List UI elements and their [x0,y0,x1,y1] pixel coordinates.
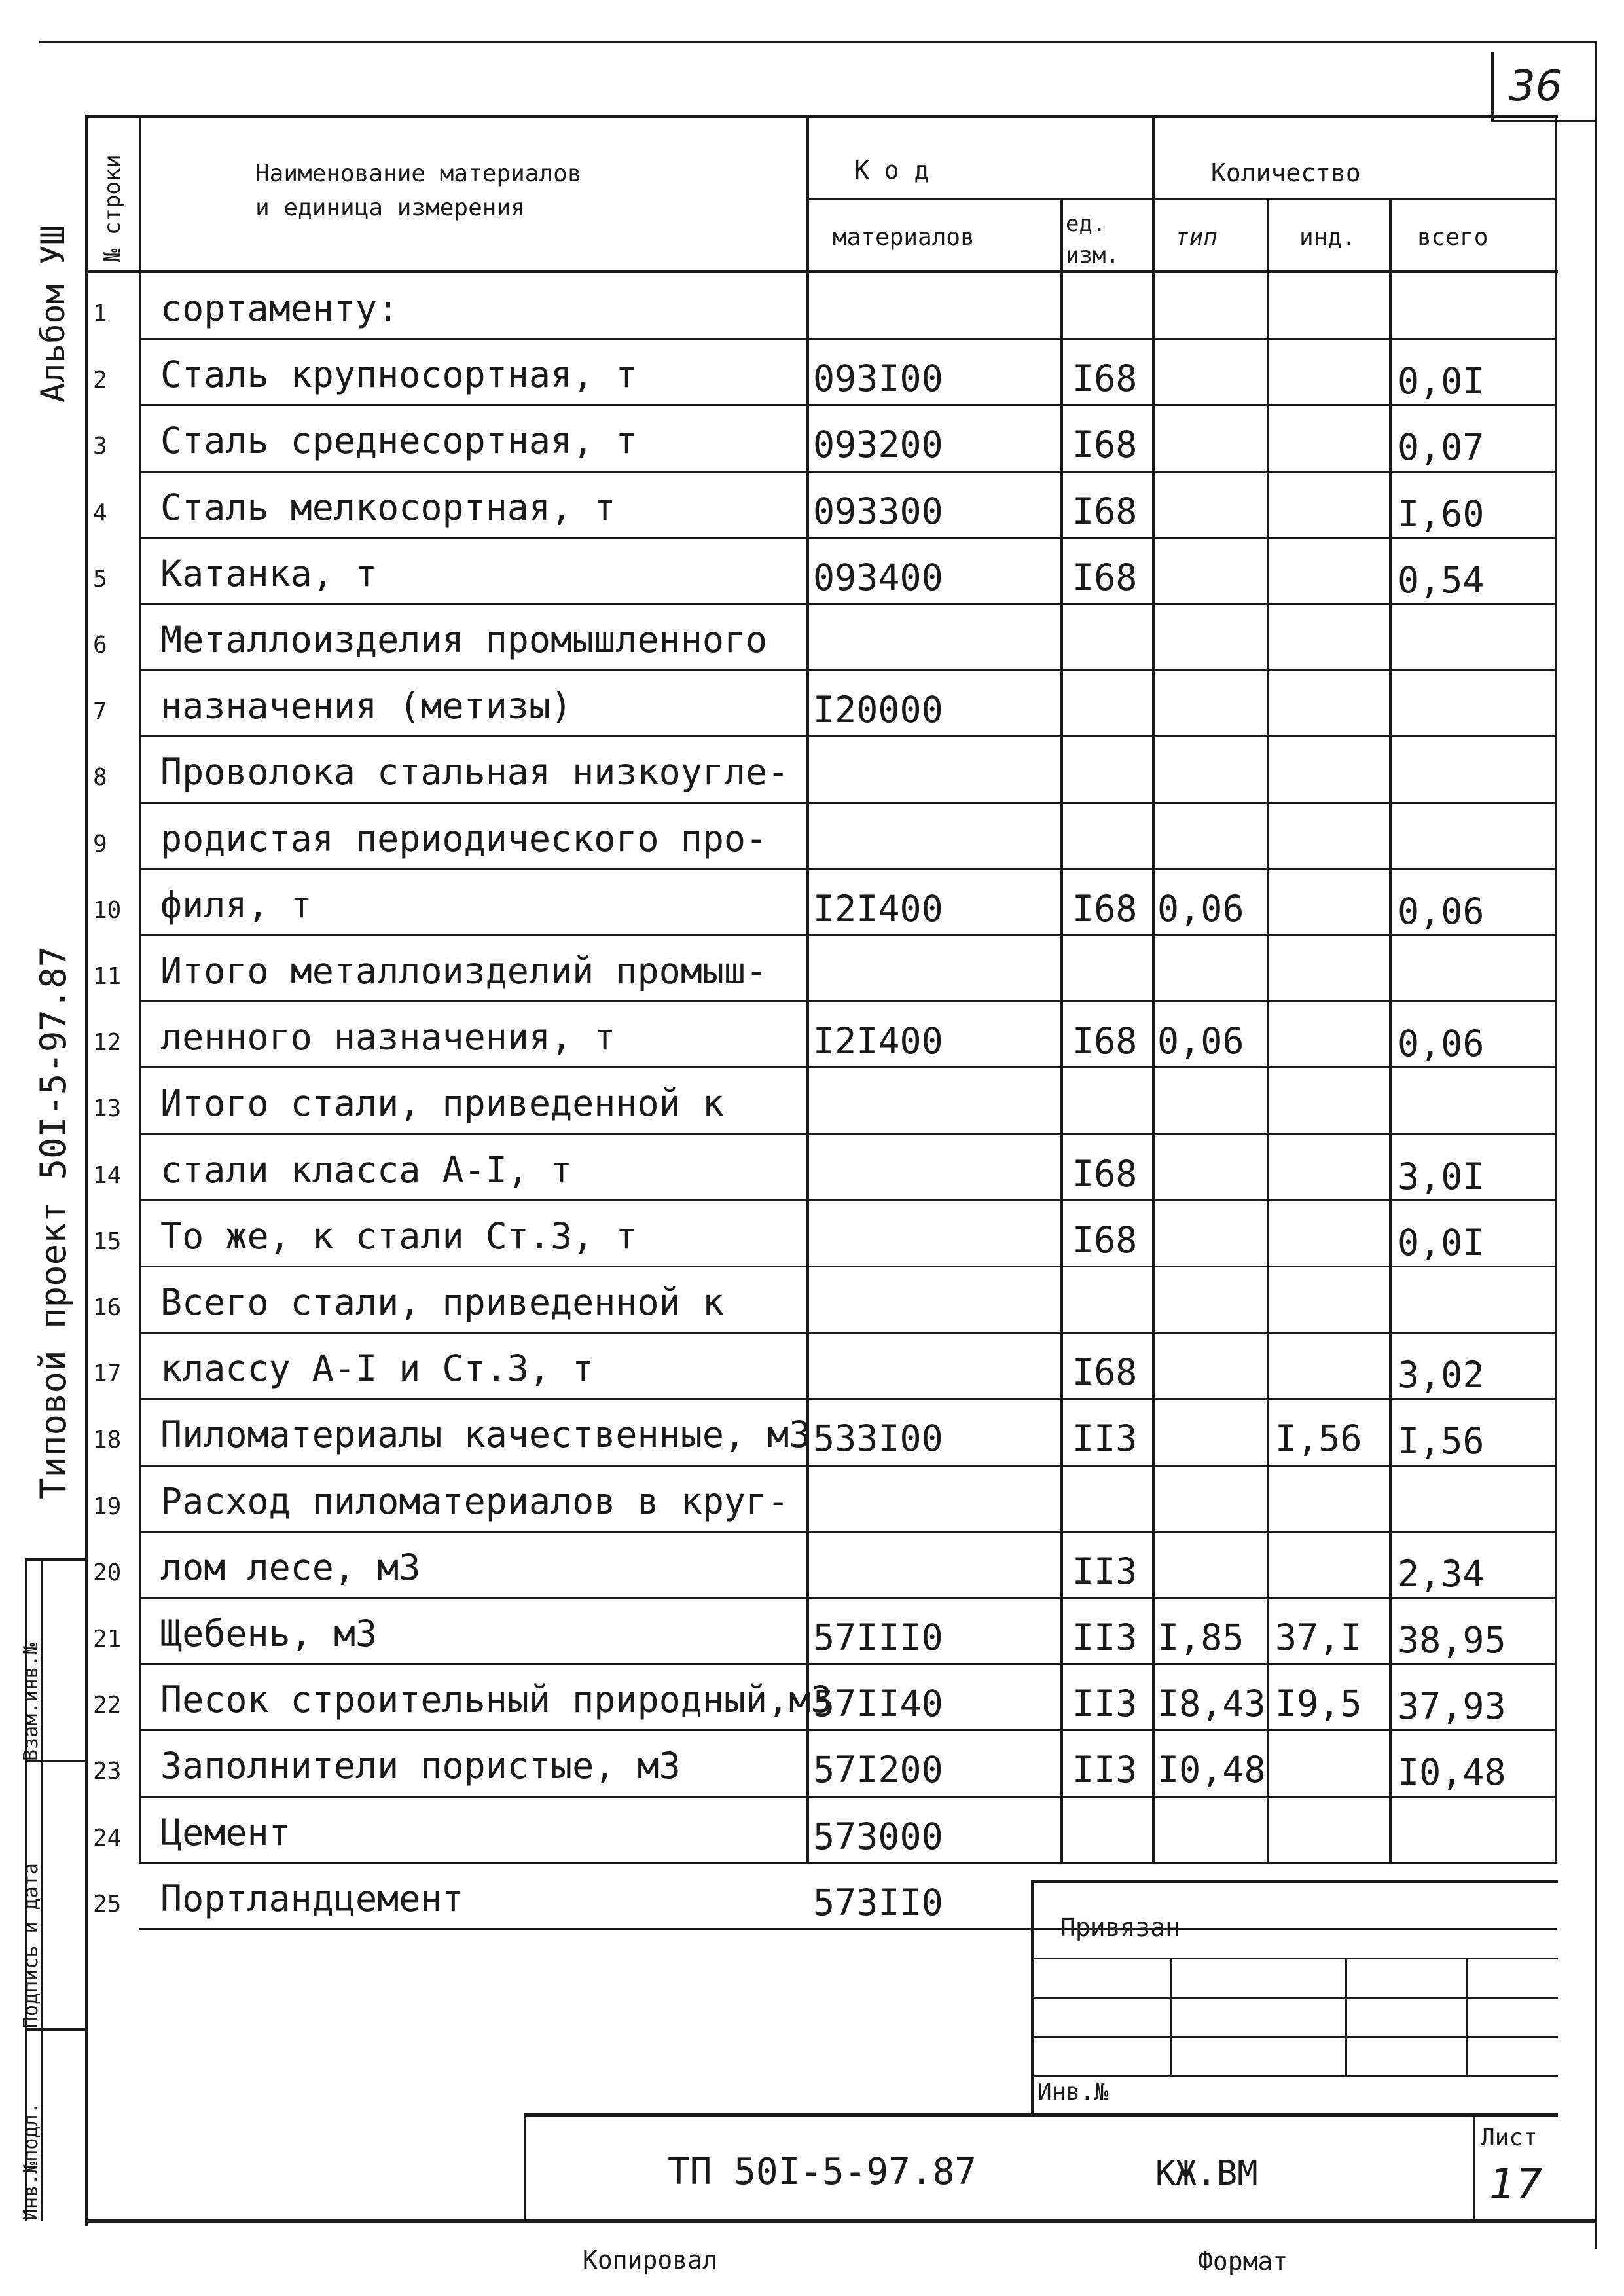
qty-total: 2,34 [1398,1552,1485,1595]
qty-total: I,56 [1398,1420,1485,1463]
header-name: Наименование материалов и единица измерения [255,160,582,221]
row-separator [139,1398,1557,1400]
material-name: ленного назначения, т [160,1016,616,1059]
material-code: 093200 [813,424,943,466]
stamp-inv-no: Инв.№ [1038,2079,1109,2105]
stamp-grid-v1 [1170,1958,1172,2075]
row-separator [139,1862,1557,1864]
header-col-div-code [1060,200,1063,1863]
margin-strip-div2 [25,2028,86,2031]
material-name: Катанка, т [160,552,378,594]
qty-tip: I8,43 [1157,1683,1266,1725]
footer-format: Формат [1198,2247,1288,2276]
row-separator [139,1928,1557,1930]
unit-code: II3 [1072,1417,1138,1460]
row-number: 10 [93,896,122,924]
material-name: классу А-I и Ст.3, т [160,1347,594,1390]
frame-top [85,115,1558,118]
material-name: сортаменту: [160,287,399,329]
row-number: 24 [93,1824,122,1851]
row-number: 5 [93,565,107,592]
row-number: 4 [93,499,107,526]
row-separator [139,1133,1557,1135]
stamp-block-top [1031,1880,1558,1883]
header-col-div-kol [1152,115,1155,1863]
material-name: То же, к стали Ст.3, т [160,1214,638,1257]
header-kod: К о д [854,156,929,185]
material-name: Портландцемент [160,1877,464,1920]
qty-tip: I,85 [1157,1616,1244,1658]
header-row-no: № строки [99,155,126,262]
header-tip: тип [1175,224,1218,251]
row-number: 23 [93,1758,122,1785]
row-number: 13 [93,1095,122,1123]
material-name: назначения (метизы) [160,685,573,727]
header-subline [806,198,1556,200]
qty-total: 0,0I [1398,360,1485,403]
material-name: Расход пиломатериалов в круг- [160,1480,789,1522]
unit-code: I68 [1072,424,1138,466]
sheet-number: 36 [1509,62,1562,111]
qty-total: 3,0I [1398,1155,1485,1197]
sheet-number-box-left [1491,52,1494,121]
header-col-div-num [139,115,141,1863]
header-col-div-tip [1267,200,1269,1863]
row-separator [139,1266,1557,1267]
row-number: 25 [93,1890,122,1918]
material-name: Итого металлоизделий промыш- [160,950,768,992]
row-separator [139,471,1557,473]
frame-left [85,115,88,2226]
frame-bottom [85,2219,1597,2223]
footer-kopiroval: Копировал [583,2246,717,2274]
title-block-top [524,2113,1558,2117]
stamp-privyazan: Привязан [1060,1913,1181,1942]
row-number: 7 [93,698,107,725]
list-label: Лист [1481,2124,1538,2151]
material-code: 57I200 [813,1749,943,1791]
row-separator [139,404,1557,406]
material-code: 093I00 [813,357,943,400]
header-col-div-name [806,115,809,1863]
material-name: Сталь мелкосортная, т [160,486,616,528]
row-separator [139,1465,1557,1467]
row-number: 1 [93,301,107,327]
project-label: Типовой проект 50I-5-97.87 [33,945,74,1499]
unit-code: II3 [1072,1683,1138,1725]
qty-total: 38,95 [1398,1619,1506,1661]
qty-total: 3,02 [1398,1354,1485,1396]
unit-code: II3 [1072,1550,1138,1592]
material-name: Всего стали, приведенной к [160,1281,724,1323]
qty-tip: 0,06 [1157,887,1244,930]
qty-total: 0,07 [1398,426,1485,469]
title-block-left [524,2113,526,2221]
qty-ind: I,56 [1275,1417,1362,1460]
stamp-grid-h4 [1031,2075,1558,2077]
material-name: Щебень, м3 [160,1613,378,1654]
qty-total: 0,06 [1398,890,1485,932]
qty-tip: I0,48 [1157,1749,1266,1791]
stamp-grid-v2 [1345,1958,1347,2075]
row-separator [139,669,1557,671]
material-name: Заполнители пористые, м3 [160,1745,681,1787]
stamp-grid-h3 [1031,2036,1558,2038]
row-separator [139,1000,1557,1002]
material-name: Итого стали, приведенной к [160,1082,724,1125]
unit-code: I68 [1072,887,1138,930]
row-number: 15 [93,1228,122,1255]
qty-total: 37,93 [1398,1685,1506,1728]
material-name: родистая периодического про- [160,817,768,860]
row-number: 19 [93,1493,122,1520]
material-name: Металлоизделия промышленного [160,619,768,661]
sheet-number-box-bottom [1491,120,1596,122]
stamp-grid-h1 [1031,1958,1558,1959]
qty-total: 0,06 [1398,1023,1485,1065]
row-separator [139,1531,1557,1533]
qty-total: 0,0I [1398,1221,1485,1264]
material-name: Сталь среднесортная, т [160,420,638,462]
material-code: 573II0 [813,1881,943,1923]
material-code: I2I400 [813,1020,943,1063]
unit-code: I68 [1072,490,1138,532]
unit-code: I68 [1072,1020,1138,1063]
qty-total: I0,48 [1398,1751,1506,1794]
margin-strip-top [25,1558,86,1561]
unit-code: II3 [1072,1749,1138,1791]
row-separator [139,1066,1557,1068]
material-code: 533I00 [813,1417,943,1460]
inv-vzam-label: Взам.инв.№ [20,1643,43,1761]
row-separator [139,338,1557,340]
material-name: филя, т [160,883,312,926]
header-materialov: материалов [833,224,975,251]
row-separator [139,1597,1557,1599]
material-code: 573000 [813,1815,943,1857]
frame-right [1595,121,1597,2249]
unit-code: I68 [1072,357,1138,400]
row-separator [139,1663,1557,1665]
unit-code: I68 [1072,1218,1138,1261]
row-number: 14 [93,1161,122,1189]
material-code: 57III0 [813,1616,943,1658]
doc-code: ТП 50I-5-97.87 [668,2151,977,2193]
material-code: 57II40 [813,1683,943,1725]
header-ed-izm: ед. изм. [1066,211,1119,268]
row-number: 21 [93,1626,122,1652]
header-col-div-ind [1389,200,1392,1863]
qty-tip: 0,06 [1157,1020,1244,1063]
row-number: 6 [93,632,107,659]
material-code: 093300 [813,490,943,532]
header-vsego: всего [1417,224,1489,251]
material-name: Цемент [160,1811,291,1853]
podpis-data-label: Подпись и дата [20,1863,43,2028]
qty-total: I,60 [1398,492,1485,535]
material-name: Проволока стальная низкоугле- [160,751,789,793]
header-ind: инд. [1299,224,1356,251]
row-number: 22 [93,1692,122,1719]
header-kolichestvo: Количество [1211,158,1361,187]
row-number: 16 [93,1294,122,1321]
material-code: 093400 [813,556,943,598]
material-name: Пиломатериалы качественные, м3 [160,1413,811,1456]
list-number: 17 [1489,2160,1543,2209]
row-number: 11 [93,963,122,990]
row-separator [139,603,1557,605]
title-block-list-div [1473,2113,1475,2221]
row-number: 9 [93,830,107,858]
material-code: I20000 [813,689,943,731]
header-bottom [85,270,1558,273]
stamp-grid-h2 [1031,1997,1558,1999]
row-number: 17 [93,1360,122,1388]
row-separator [139,1332,1557,1334]
unit-code: I68 [1072,556,1138,598]
row-number: 18 [93,1427,122,1454]
material-name: стали класса А-I, т [160,1148,573,1191]
row-number: 12 [93,1029,122,1057]
table-right-border [1555,115,1557,1863]
row-separator [139,1199,1557,1201]
top-rule [39,41,1597,43]
material-name: Сталь крупносортная, т [160,354,638,396]
row-number: 3 [93,433,107,460]
material-name: Песок строительный природный,м3 [160,1679,833,1721]
material-code: I2I400 [813,887,943,930]
doc-mark: КЖ.ВМ [1155,2154,1258,2193]
row-number: 20 [93,1559,122,1586]
row-separator [139,868,1557,870]
qty-ind: I9,5 [1275,1683,1362,1725]
unit-code: II3 [1072,1616,1138,1658]
material-name: лом лесе, м3 [160,1546,421,1588]
qty-total: 0,54 [1398,558,1485,601]
qty-ind: 37,I [1275,1616,1362,1658]
row-number: 2 [93,367,107,394]
inv-podl-label: Инв.№подл. [20,2102,43,2221]
row-separator [139,537,1557,539]
unit-code: I68 [1072,1351,1138,1394]
row-separator [139,735,1557,737]
stamp-grid-v3 [1466,1958,1468,2075]
row-separator [139,1729,1557,1731]
album-label: Альбом УШ [34,225,72,403]
sheet-number-box-right [1595,43,1597,121]
unit-code: I68 [1072,1152,1138,1195]
row-separator [139,802,1557,804]
row-separator [139,934,1557,936]
row-number: 8 [93,764,107,792]
row-separator [139,1796,1557,1798]
